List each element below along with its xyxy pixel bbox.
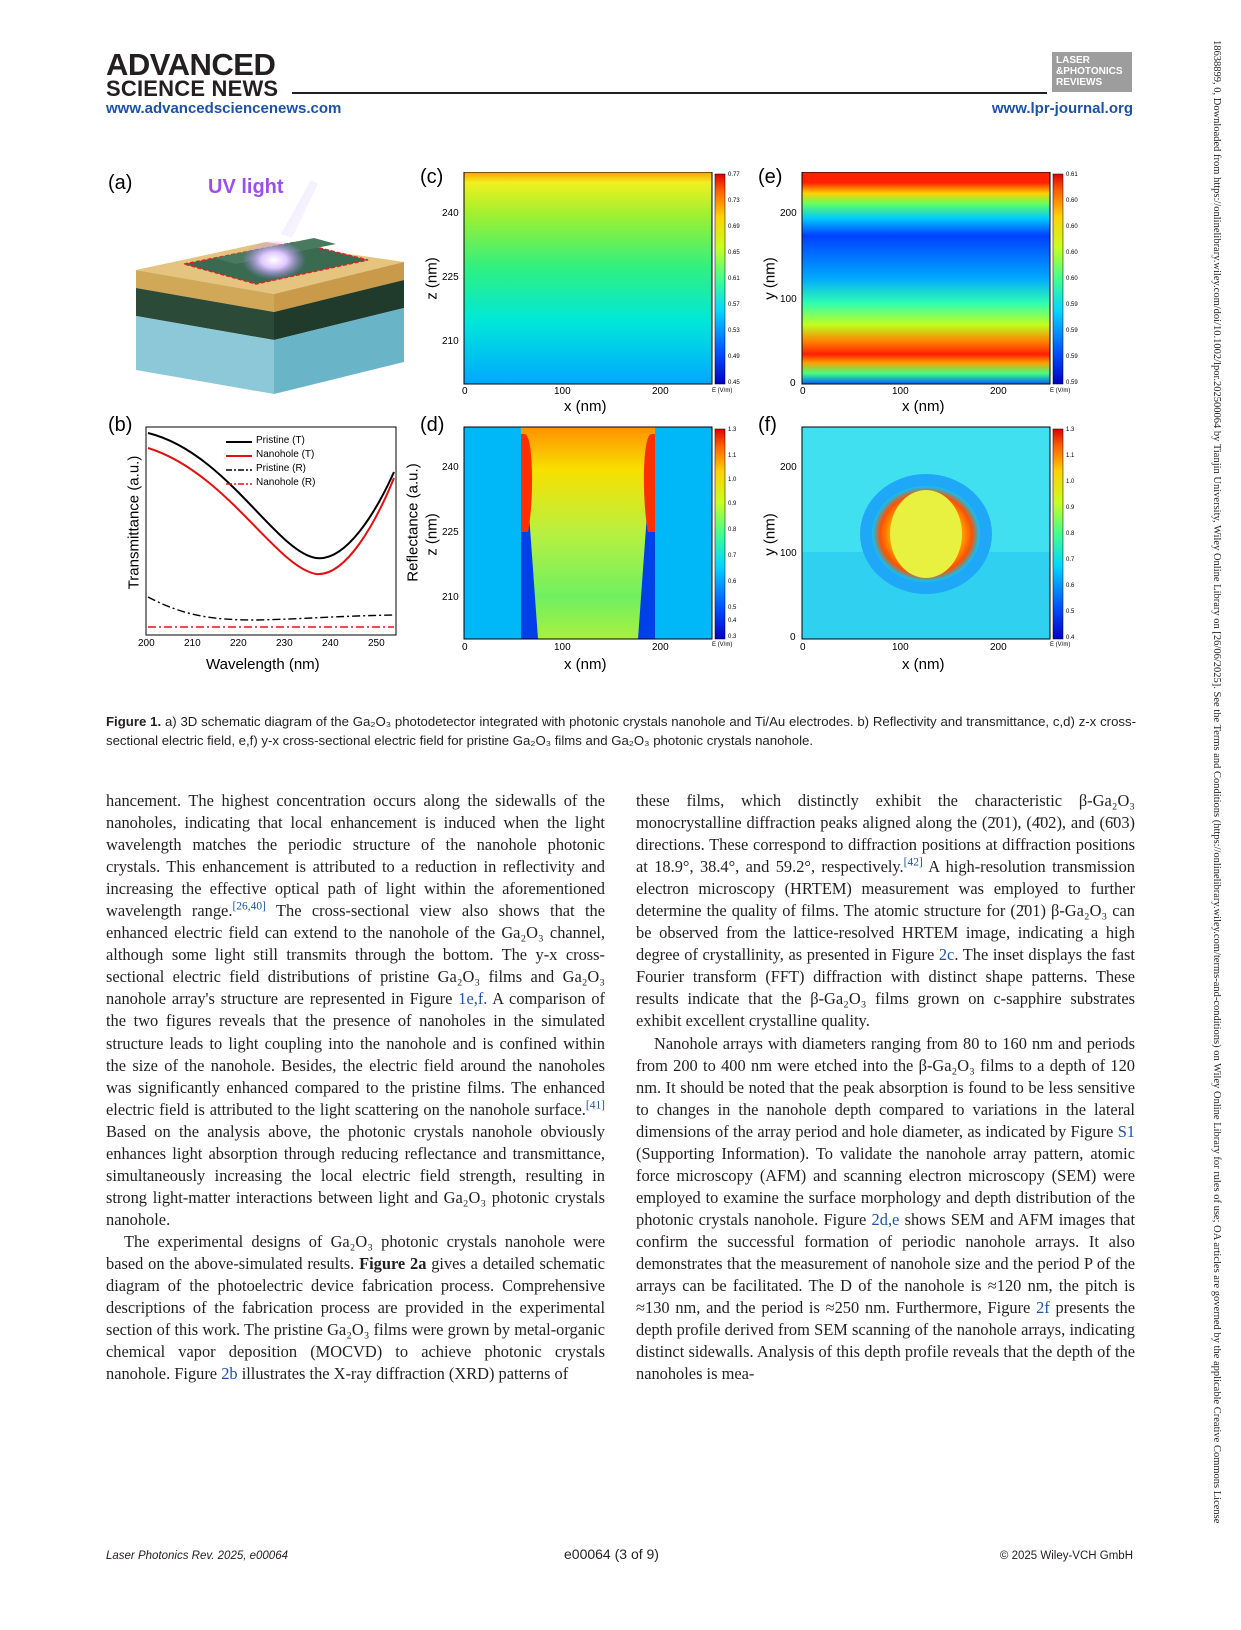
panel-f-cbar-tick: 0.4 bbox=[1066, 635, 1075, 641]
panel-f-ylabel: y (nm) bbox=[761, 513, 779, 556]
panel-f-map bbox=[802, 427, 1063, 639]
panel-c-ytick: 240 bbox=[442, 208, 459, 219]
panel-e-xtick: 100 bbox=[892, 386, 909, 397]
panel-c-map bbox=[464, 172, 725, 384]
panel-d-cbar-tick: 0.8 bbox=[728, 527, 737, 533]
panel-f-cbar-tick: 1.3 bbox=[1066, 427, 1075, 433]
legend-nanohole-t: Nanohole (T) bbox=[256, 449, 315, 460]
panel-e-ytick: 0 bbox=[790, 378, 796, 389]
panel-f-cbar-tick: 0.6 bbox=[1066, 583, 1075, 589]
panel-f-cbar-tick: 1.0 bbox=[1066, 479, 1075, 485]
panel-b-xtick: 210 bbox=[184, 638, 201, 649]
panel-c-cbar-tick: 0.53 bbox=[728, 328, 740, 334]
figure-link[interactable]: 2b bbox=[221, 1364, 238, 1384]
panel-f-cbar-unit: E (V/m) bbox=[1050, 642, 1071, 648]
panel-d-map bbox=[464, 427, 725, 639]
panel-e-cbar-tick: 0.60 bbox=[1066, 198, 1078, 204]
panel-d-ylabel: z (nm) bbox=[423, 513, 441, 556]
legend-pristine-r: Pristine (R) bbox=[256, 463, 307, 474]
citation-link[interactable]: [26,40] bbox=[232, 900, 266, 913]
panel-f-xtick: 100 bbox=[892, 642, 909, 653]
panel-c-cbar-tick: 0.73 bbox=[728, 198, 740, 204]
panel-f-cbar-tick: 1.1 bbox=[1066, 453, 1075, 459]
panel-d-xtick: 200 bbox=[652, 642, 669, 653]
panel-d-cbar-unit: E (V/m) bbox=[712, 642, 733, 648]
panel-e-cbar-unit: E (V/m) bbox=[1050, 388, 1071, 394]
panel-c-cbar-tick: 0.57 bbox=[728, 302, 740, 308]
panel-f-letter: (f) bbox=[758, 414, 777, 436]
panel-c-cbar-tick: 0.65 bbox=[728, 250, 740, 256]
journal-logo: LASER &PHOTONICS REVIEWS bbox=[1052, 52, 1132, 92]
panel-a-schematic bbox=[106, 172, 404, 394]
panel-b-ylabel-right: Reflectance (a.u.) bbox=[404, 463, 422, 582]
panel-d-xtick: 100 bbox=[554, 642, 571, 653]
panel-c-cbar-tick: 0.49 bbox=[728, 354, 740, 360]
paragraph: Nanohole arrays with diameters ranging from 80 to 160 nm and periods from 200 to 400 nm were etched into the β-Ga₂O₃ films to a depth of 120 nm. It should be noted that the peak absorption is found to be less sensitive to changes in the nanohole depth compared to variations in the lateral dimensions of the array period and hole diameter, as indicated by Figure S1 (Supporting Information). To validate the nanohole array pattern, atomic force microscopy (AFM) and scanning electron microscopy (SEM) were employed to examine the surface morphology and depth distribution of the photonic crystals nanohole. Figure 2d,e shows SEM and AFM images that confirm the successful formation of periodic nanohole arrays. It also demonstrates that the measurement of nanohole size and the period P of the arrays can be facilitated. The D of the nanohole is ≈120 nm, the pitch is ≈130 nm, and the period is ≈250 nm. Furthermore, Figure 2f presents the depth profile derived from SEM scanning of the nanohole arrays, indicating distinct sidewalls. Analysis of this depth profile reveals that the depth of the nanoholes is mea- bbox=[636, 1033, 1135, 1384]
panel-e-xtick: 0 bbox=[800, 386, 806, 397]
publisher-logo bbox=[106, 47, 279, 102]
page-number: e00064 (3 of 9) bbox=[564, 1546, 659, 1562]
publisher-url[interactable]: www.advancedsciencenews.com bbox=[106, 100, 342, 117]
panel-d-ytick: 210 bbox=[442, 592, 459, 603]
panel-c-ytick: 210 bbox=[442, 336, 459, 347]
legend-pristine-t: Pristine (T) bbox=[256, 435, 305, 446]
panel-e-cbar-tick: 0.59 bbox=[1066, 302, 1078, 308]
panel-c-cbar-unit: E (V/m) bbox=[712, 388, 733, 394]
panel-d-cbar-tick: 0.3 bbox=[728, 634, 737, 640]
figure-link[interactable]: 2f bbox=[1036, 1298, 1050, 1318]
panel-b-xtick: 250 bbox=[368, 638, 385, 649]
panel-e-cbar-tick: 0.59 bbox=[1066, 380, 1078, 386]
panel-c-letter: (c) bbox=[420, 166, 444, 188]
panel-f-xlabel: x (nm) bbox=[902, 656, 945, 673]
panel-d-cbar-tick: 0.4 bbox=[728, 618, 737, 624]
header-rule bbox=[292, 92, 1047, 94]
panel-c-ytick: 225 bbox=[442, 272, 459, 283]
panel-b-xlabel: Wavelength (nm) bbox=[206, 656, 320, 673]
panel-c-xtick: 200 bbox=[652, 386, 669, 397]
panel-e-ytick: 100 bbox=[780, 294, 797, 305]
caption-label: Figure 1. bbox=[106, 714, 162, 729]
panel-c-cbar-tick: 0.61 bbox=[728, 276, 740, 282]
panel-e-cbar-tick: 0.61 bbox=[1066, 172, 1078, 178]
panel-d-cbar-tick: 1.3 bbox=[728, 427, 737, 433]
panel-f-cbar-tick: 0.7 bbox=[1066, 557, 1075, 563]
panel-e-xlabel: x (nm) bbox=[902, 398, 945, 415]
panel-f-ytick: 100 bbox=[780, 548, 797, 559]
paragraph: these films, which distinctly exhibit the characteristic β-Ga₂O₃ monocrystalline diffraction peaks aligned along the (2̄01), (4̄02), and (6̄03) directions. These correspond to diffraction positions at diffraction positions at 18.9°, 38.4°, and 59.2°, respectively.[42] A high-resolution transmission electron microscopy (HRTEM) measurement was employed to further determine the quality of films. The atomic structure for (2̄01) β-Ga₂O₃ can be observed from the lattice-resolved HRTEM image, indicating a high degree of crystallinity, as presented in Figure 2c. The inset displays the fast Fourier transform (FFT) diffraction with distinct shape patterns. These results indicate that the β-Ga₂O₃ films grown on c-sapphire substrates exhibit excellent crystalline quality. bbox=[636, 791, 1135, 1031]
download-sidebar: 18638899, 0, Downloaded from https://onlinelibrary.wiley.com/doi/10.1002/lpor.202500064 by Tianjin University, Wiley Online Library on [26/06/2025]. See the Terms and Conditions (https://onlinelibrary.wiley.com/terms-and-conditions) on Wiley Online Library for rules of use; OA articles are governed by the applicable Creative Commons License bbox=[1211, 40, 1222, 1524]
panel-e-letter: (e) bbox=[758, 166, 783, 188]
panel-e-map bbox=[802, 172, 1063, 384]
panel-f-cbar-tick: 0.8 bbox=[1066, 531, 1075, 537]
panel-e-cbar-tick: 0.59 bbox=[1066, 354, 1078, 360]
figure-ref-bold: Figure 2a bbox=[359, 1253, 427, 1273]
paragraph: hancement. The highest concentration occurs along the sidewalls of the nanoholes, indicating that local enhancement is induced when the light wavelength matches the periodic structure of the nanohole photonic crystals. This enhancement is attributed to a reduction in reflectivity and increasing the effective optical path of light within the aforementioned wavelength range.[26,40] The cross-sectional view also shows that the enhanced electric field can extend to the nanohole of the Ga₂O₃ channel, although some light still transmits through the bottom. The y-x cross-sectional electric field distributions of pristine Ga₂O₃ films and Ga₂O₃ nanohole array's structure are represented in Figure 1e,f. A comparison of the two figures reveals that the presence of nanoholes in the simulated structure leads to light coupling into the nanohole and is confined within the size of the nanohole. Besides, the electric field around the nanoholes was significantly enhanced compared to the pristine films. The enhanced electric field is attributed to the light scattering on the nanohole surface.[41] Based on the analysis above, the photonic crystals nanohole obviously enhances light absorption through reducing reflectance and transmittance, simultaneously increasing the local electric field strength, resulting in strong light-matter interactions between light and Ga₂O₃ photonic crystals nanohole. bbox=[106, 791, 605, 1229]
figure-1 bbox=[106, 166, 1136, 702]
panel-d-ytick: 240 bbox=[442, 462, 459, 473]
figure-link[interactable]: 1e,f. bbox=[458, 989, 488, 1009]
panel-b-letter: (b) bbox=[108, 414, 133, 436]
panel-c-cbar-tick: 0.69 bbox=[728, 224, 740, 230]
panel-d-ytick: 225 bbox=[442, 527, 459, 538]
panel-c-ylabel: z (nm) bbox=[423, 257, 441, 300]
panel-b-xtick: 240 bbox=[322, 638, 339, 649]
panel-d-xlabel: x (nm) bbox=[564, 656, 607, 673]
panel-a-letter: (a) bbox=[108, 172, 133, 194]
figure-link[interactable]: S1 bbox=[1117, 1121, 1135, 1141]
panel-b-xtick: 200 bbox=[138, 638, 155, 649]
logo-line-2: SCIENCE NEWS bbox=[106, 76, 279, 102]
body-column-left bbox=[106, 790, 605, 1385]
curve-pristine-r bbox=[148, 597, 394, 620]
panel-f-cbar-tick: 0.9 bbox=[1066, 505, 1075, 511]
panel-e-ylabel: y (nm) bbox=[761, 257, 779, 300]
panel-d-cbar-tick: 0.7 bbox=[728, 553, 737, 559]
panel-d-cbar-tick: 1.0 bbox=[728, 477, 737, 483]
panel-e-cbar-tick: 0.60 bbox=[1066, 250, 1078, 256]
footer-citation: Laser Photonics Rev. 2025, e00064 bbox=[106, 1550, 288, 1562]
body-column-right bbox=[636, 790, 1135, 1385]
journal-url[interactable]: www.lpr-journal.org bbox=[991, 100, 1133, 117]
figure-link[interactable]: 2c bbox=[938, 945, 955, 965]
paragraph: The experimental designs of Ga₂O₃ photonic crystals nanohole were based on the above-simulated results. Figure 2a gives a detailed schematic diagram of the photoelectric device fabrication process. Comprehensive descriptions of the fabrication process are provided in the experimental section of this work. The pristine Ga₂O₃ films were grown by metal-organic chemical vapor deposition (MOCVD) to achieve photonic crystals nanohole. Figure 2b illustrates the X-ray diffraction (XRD) patterns of bbox=[106, 1231, 605, 1384]
panel-d-cbar-tick: 0.6 bbox=[728, 579, 737, 585]
panel-f-xtick: 0 bbox=[800, 642, 806, 653]
panel-b-xtick: 220 bbox=[230, 638, 247, 649]
panel-f-cbar-tick: 0.5 bbox=[1066, 609, 1075, 615]
figure-caption bbox=[106, 712, 1136, 750]
panel-c-xlabel: x (nm) bbox=[564, 398, 607, 415]
caption-text: a) 3D schematic diagram of the Ga₂O₃ photodetector integrated with photonic crystals nanohole and Ti/Au electrodes. b) Reflectivity and transmittance, c,d) z-x cross-sectional electric field, e,f) y-x cross-sectional electric field for pristine Ga₂O₃ films and Ga₂O₃ photonic crystals nanohole. bbox=[106, 714, 1136, 748]
panel-e-cbar-tick: 0.60 bbox=[1066, 276, 1078, 282]
panel-e-ytick: 200 bbox=[780, 208, 797, 219]
panel-b-xtick: 230 bbox=[276, 638, 293, 649]
panel-f-ytick: 0 bbox=[790, 632, 796, 643]
copyright: © 2025 Wiley-VCH GmbH bbox=[999, 1550, 1133, 1562]
panel-d-cbar-tick: 0.5 bbox=[728, 605, 737, 611]
panel-c-cbar-tick: 0.45 bbox=[728, 380, 740, 386]
legend-nanohole-r: Nanohole (R) bbox=[256, 477, 316, 488]
panel-f-xtick: 200 bbox=[990, 642, 1007, 653]
panel-c-cbar-tick: 0.77 bbox=[728, 172, 740, 178]
citation-link[interactable]: [42] bbox=[903, 856, 923, 869]
panel-f-ytick: 200 bbox=[780, 462, 797, 473]
panel-d-xtick: 0 bbox=[462, 642, 468, 653]
uv-light-label: UV light bbox=[208, 176, 284, 198]
panel-c-xtick: 100 bbox=[554, 386, 571, 397]
figure-link[interactable]: 2d,e bbox=[871, 1209, 900, 1229]
panel-e-cbar-tick: 0.60 bbox=[1066, 224, 1078, 230]
panel-d-cbar-tick: 1.1 bbox=[728, 453, 737, 459]
citation-link[interactable]: [41] bbox=[585, 1099, 605, 1112]
panel-d-cbar-tick: 0.9 bbox=[728, 501, 737, 507]
panel-d-letter: (d) bbox=[420, 414, 445, 436]
panel-e-cbar-tick: 0.59 bbox=[1066, 328, 1078, 334]
panel-e-xtick: 200 bbox=[990, 386, 1007, 397]
panel-b-ylabel-left: Transmittance (a.u.) bbox=[125, 455, 143, 590]
panel-c-xtick: 0 bbox=[462, 386, 468, 397]
logo-line-1: ADVANCED bbox=[106, 47, 276, 82]
